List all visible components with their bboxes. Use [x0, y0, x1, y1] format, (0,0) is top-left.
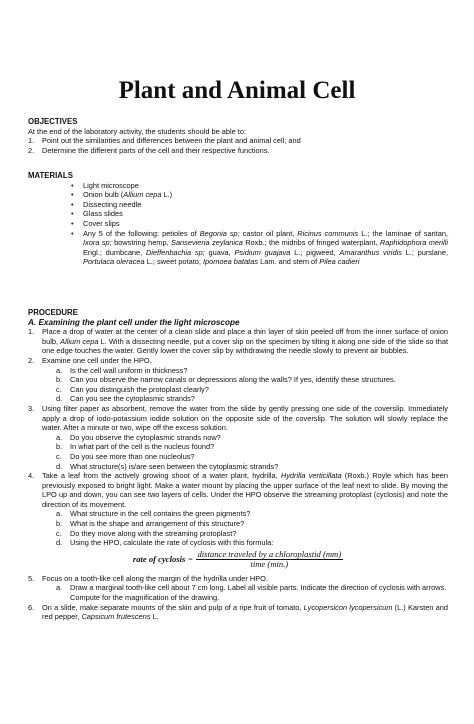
material-text: L.; pigweed, [290, 247, 340, 257]
step-question [28, 385, 448, 395]
bullet: • [71, 218, 74, 228]
bullet: • [71, 190, 74, 200]
objective-item [28, 146, 448, 156]
species-name: Ricinus communis [297, 228, 359, 238]
step-question [28, 394, 448, 404]
species-name: Dieffenbachia sp; [145, 247, 205, 257]
procedure-step [28, 603, 448, 622]
procedure-step [28, 356, 448, 366]
step-number: 3. [28, 403, 35, 413]
material-text: guava, [204, 247, 235, 257]
step-text: Using filter paper as absorbent, remove the water from the slide by gently pressing one side of the coverslip. Immediately apply a drop of iodo-potassium iodide solution on the opposite side of the coverslip. The solution will slowly replace the water. After a minute or two, wipe off the excess solution. [42, 403, 448, 433]
step-question [28, 583, 448, 602]
material-item [28, 219, 448, 229]
question-letter: d. [56, 461, 63, 471]
question-text: Do you observe the cytoplasmic strands now? [70, 432, 221, 442]
material-text: Dissecting needle [83, 199, 142, 209]
species-name: Capsicum frutescens [81, 612, 151, 622]
material-item [28, 181, 448, 191]
step-text: Take a leaf from the actively growing shoot of a water plant, hydrilla, [42, 471, 281, 481]
question-letter: b. [56, 375, 63, 385]
step-question [28, 529, 448, 539]
question-letter: c. [56, 384, 62, 394]
material-text: Onion bulb ( [83, 190, 124, 200]
question-letter: b. [56, 442, 63, 452]
objective-text: Point out the similarities and differences between the plant and animal cell; and [42, 136, 301, 146]
question-letter: d. [56, 538, 63, 548]
procedure-heading: PROCEDURE [28, 308, 78, 317]
material-text: Engl.; dumbcane, [83, 247, 146, 257]
question-letter: c. [56, 528, 62, 538]
bullet: • [71, 228, 74, 238]
material-text: Lam. and stem of [258, 257, 320, 267]
material-text: L.; purslane, [401, 247, 449, 257]
page-title: Plant and Animal Cell [118, 77, 356, 104]
material-text: Roxb.; the midribs of fringed waterplant, [242, 238, 380, 248]
question-text: Do you see more than one nucleolus? [70, 451, 195, 461]
material-item [28, 209, 448, 219]
question-text: Can you distinguish the protoplast clearly? [70, 384, 209, 394]
step-text: Focus on a tooth-like cell along the margin of the hydrilla under HPO. [42, 573, 268, 583]
question-text: What structure(s) is/are seen between the cytoplasmic strands? [70, 461, 279, 471]
question-text: What is the shape and arrangement of this structure? [70, 519, 245, 529]
species-name: Amaranthus viridis [339, 247, 402, 257]
formula-equals: = [185, 553, 196, 564]
step-question [28, 442, 448, 452]
step-text: L. With a dissecting needle, put a cover slip on the specimen by tilting it along one side of the slide so that one edge touches the water. Gently lower the cover slip by withdrawing the needle slowly to prevent air bubbles. [42, 336, 449, 356]
species-name: Psidium guajava [234, 247, 291, 257]
step-number: 6. [28, 602, 35, 612]
procedure-subheading: A. Examining the plant cell under the light microscope [28, 317, 240, 327]
formula-numerator: distance traveled by a chloroplastid (mm) [197, 548, 342, 559]
step-question [28, 462, 448, 472]
material-text: Cover slips [83, 218, 120, 228]
species-name: Begonia sp; [199, 228, 240, 238]
question-text: Using the HPO, calculate the rate of cyclosis with this formula: [70, 538, 274, 548]
step-text: On a slide, make separate mounts of the skin and pulp of a ripe fruit of tomato, [42, 602, 304, 612]
formula-fraction [196, 550, 344, 570]
formula-denominator: time (min.) [250, 559, 289, 570]
question-text: What structure in the cell contains the green pigments? [70, 509, 251, 519]
objective-number: 1. [28, 136, 35, 146]
material-item [28, 200, 448, 210]
species-name: Lycopersicon lycopersicum [303, 602, 393, 612]
step-question [28, 538, 448, 548]
procedure-step [28, 327, 448, 356]
procedure-section [28, 308, 448, 622]
procedure-step [28, 471, 448, 509]
step-text: Place a drop of water at the center of a clean slide and place a thin layer of skin peeled off from the inner surface of onion bulb, [42, 327, 448, 346]
species-name: Allium cepa [123, 190, 162, 200]
objectives-section [28, 117, 448, 155]
species-name: Pilea cadieri [319, 257, 360, 267]
step-number: 5. [28, 573, 35, 583]
question-letter: c. [56, 451, 62, 461]
species-name: Ixora sp; [83, 238, 112, 248]
step-question [28, 375, 448, 385]
step-number: 2. [28, 355, 35, 365]
bullet: • [71, 180, 74, 190]
species-name: Portulaca oleracea [83, 257, 145, 267]
step-question [28, 519, 448, 529]
objective-number: 2. [28, 145, 35, 155]
question-text: Can you see the cytoplasmic strands? [70, 394, 195, 404]
objective-text: Determine the different parts of the cell and their respective functions. [42, 145, 270, 155]
material-text: bowstring hemp, [111, 238, 172, 248]
procedure-step [28, 574, 448, 584]
question-letter: b. [56, 519, 63, 529]
formula-lhs: rate of cyclosis [132, 553, 186, 564]
formula-expression [28, 550, 448, 570]
bullet: • [71, 199, 74, 209]
species-name: Allium cepa [60, 336, 99, 346]
step-text: Examine one cell under the HPO. [42, 355, 152, 365]
material-text: L.; the laminae of santan, [358, 228, 448, 238]
species-name: Hydrilla verticillata [280, 471, 342, 481]
question-letter: a. [56, 365, 63, 375]
step-question [28, 452, 448, 462]
objective-item [28, 136, 448, 146]
step-question [28, 509, 448, 519]
question-text: Can you observe the narrow canals or depressions along the walls? If yes, identify these structures. [70, 375, 396, 385]
objectives-intro: At the end of the laboratory activity, the students should be able to: [28, 126, 247, 136]
question-text: In what part of the cell is the nucleus found? [70, 442, 215, 452]
material-text: Glass slides [83, 209, 123, 219]
question-letter: a. [56, 432, 63, 442]
material-text: L.; sweet potato, [144, 257, 203, 267]
bullet: • [71, 209, 74, 219]
material-item [28, 229, 448, 267]
question-text: Draw a marginal tooth-like cell about 7 cm long. Label all visible parts. Indicate the direction of cyclosis with arrows. Compute for the magnification of the drawing. [70, 583, 447, 603]
step-number: 4. [28, 471, 35, 481]
objectives-heading: OBJECTIVES [28, 117, 78, 126]
material-item [28, 190, 448, 200]
material-text: L.) [161, 190, 173, 200]
question-letter: d. [56, 394, 63, 404]
species-name: Ipomoea batatas [202, 257, 259, 267]
procedure-step [28, 404, 448, 433]
question-text: Is the cell wall uniform in thickness? [70, 365, 188, 375]
materials-section [28, 171, 448, 267]
cyclosis-formula [28, 548, 448, 574]
question-letter: a. [56, 583, 63, 593]
material-text: Light microscope [83, 180, 139, 190]
species-name: Sansevieria zeylanica [171, 238, 243, 248]
material-text: Any 5 of the following: petioles of [83, 228, 200, 238]
step-question [28, 366, 448, 376]
materials-heading: MATERIALS [28, 171, 73, 180]
step-text: (L.) Karsten and red pepper, [42, 602, 448, 622]
question-text: Do they move along with the streaming protoplast? [70, 528, 237, 538]
step-text: L. [150, 612, 159, 622]
step-question [28, 433, 448, 443]
step-text: (Roxb.) Royle which has been previously exposed to bright light. Make a water mount by placing the upper surface of the leaf next to slide. By moving the LPO up and down, you can see two layers of cells. Under the HPO observe the streaming protoplast (cyclosis) and note the direction of its movement. [42, 471, 448, 509]
step-number: 1. [28, 327, 35, 337]
question-letter: a. [56, 509, 63, 519]
material-text: castor oil plant, [239, 228, 298, 238]
species-name: Raphidophora merilli [379, 238, 448, 248]
